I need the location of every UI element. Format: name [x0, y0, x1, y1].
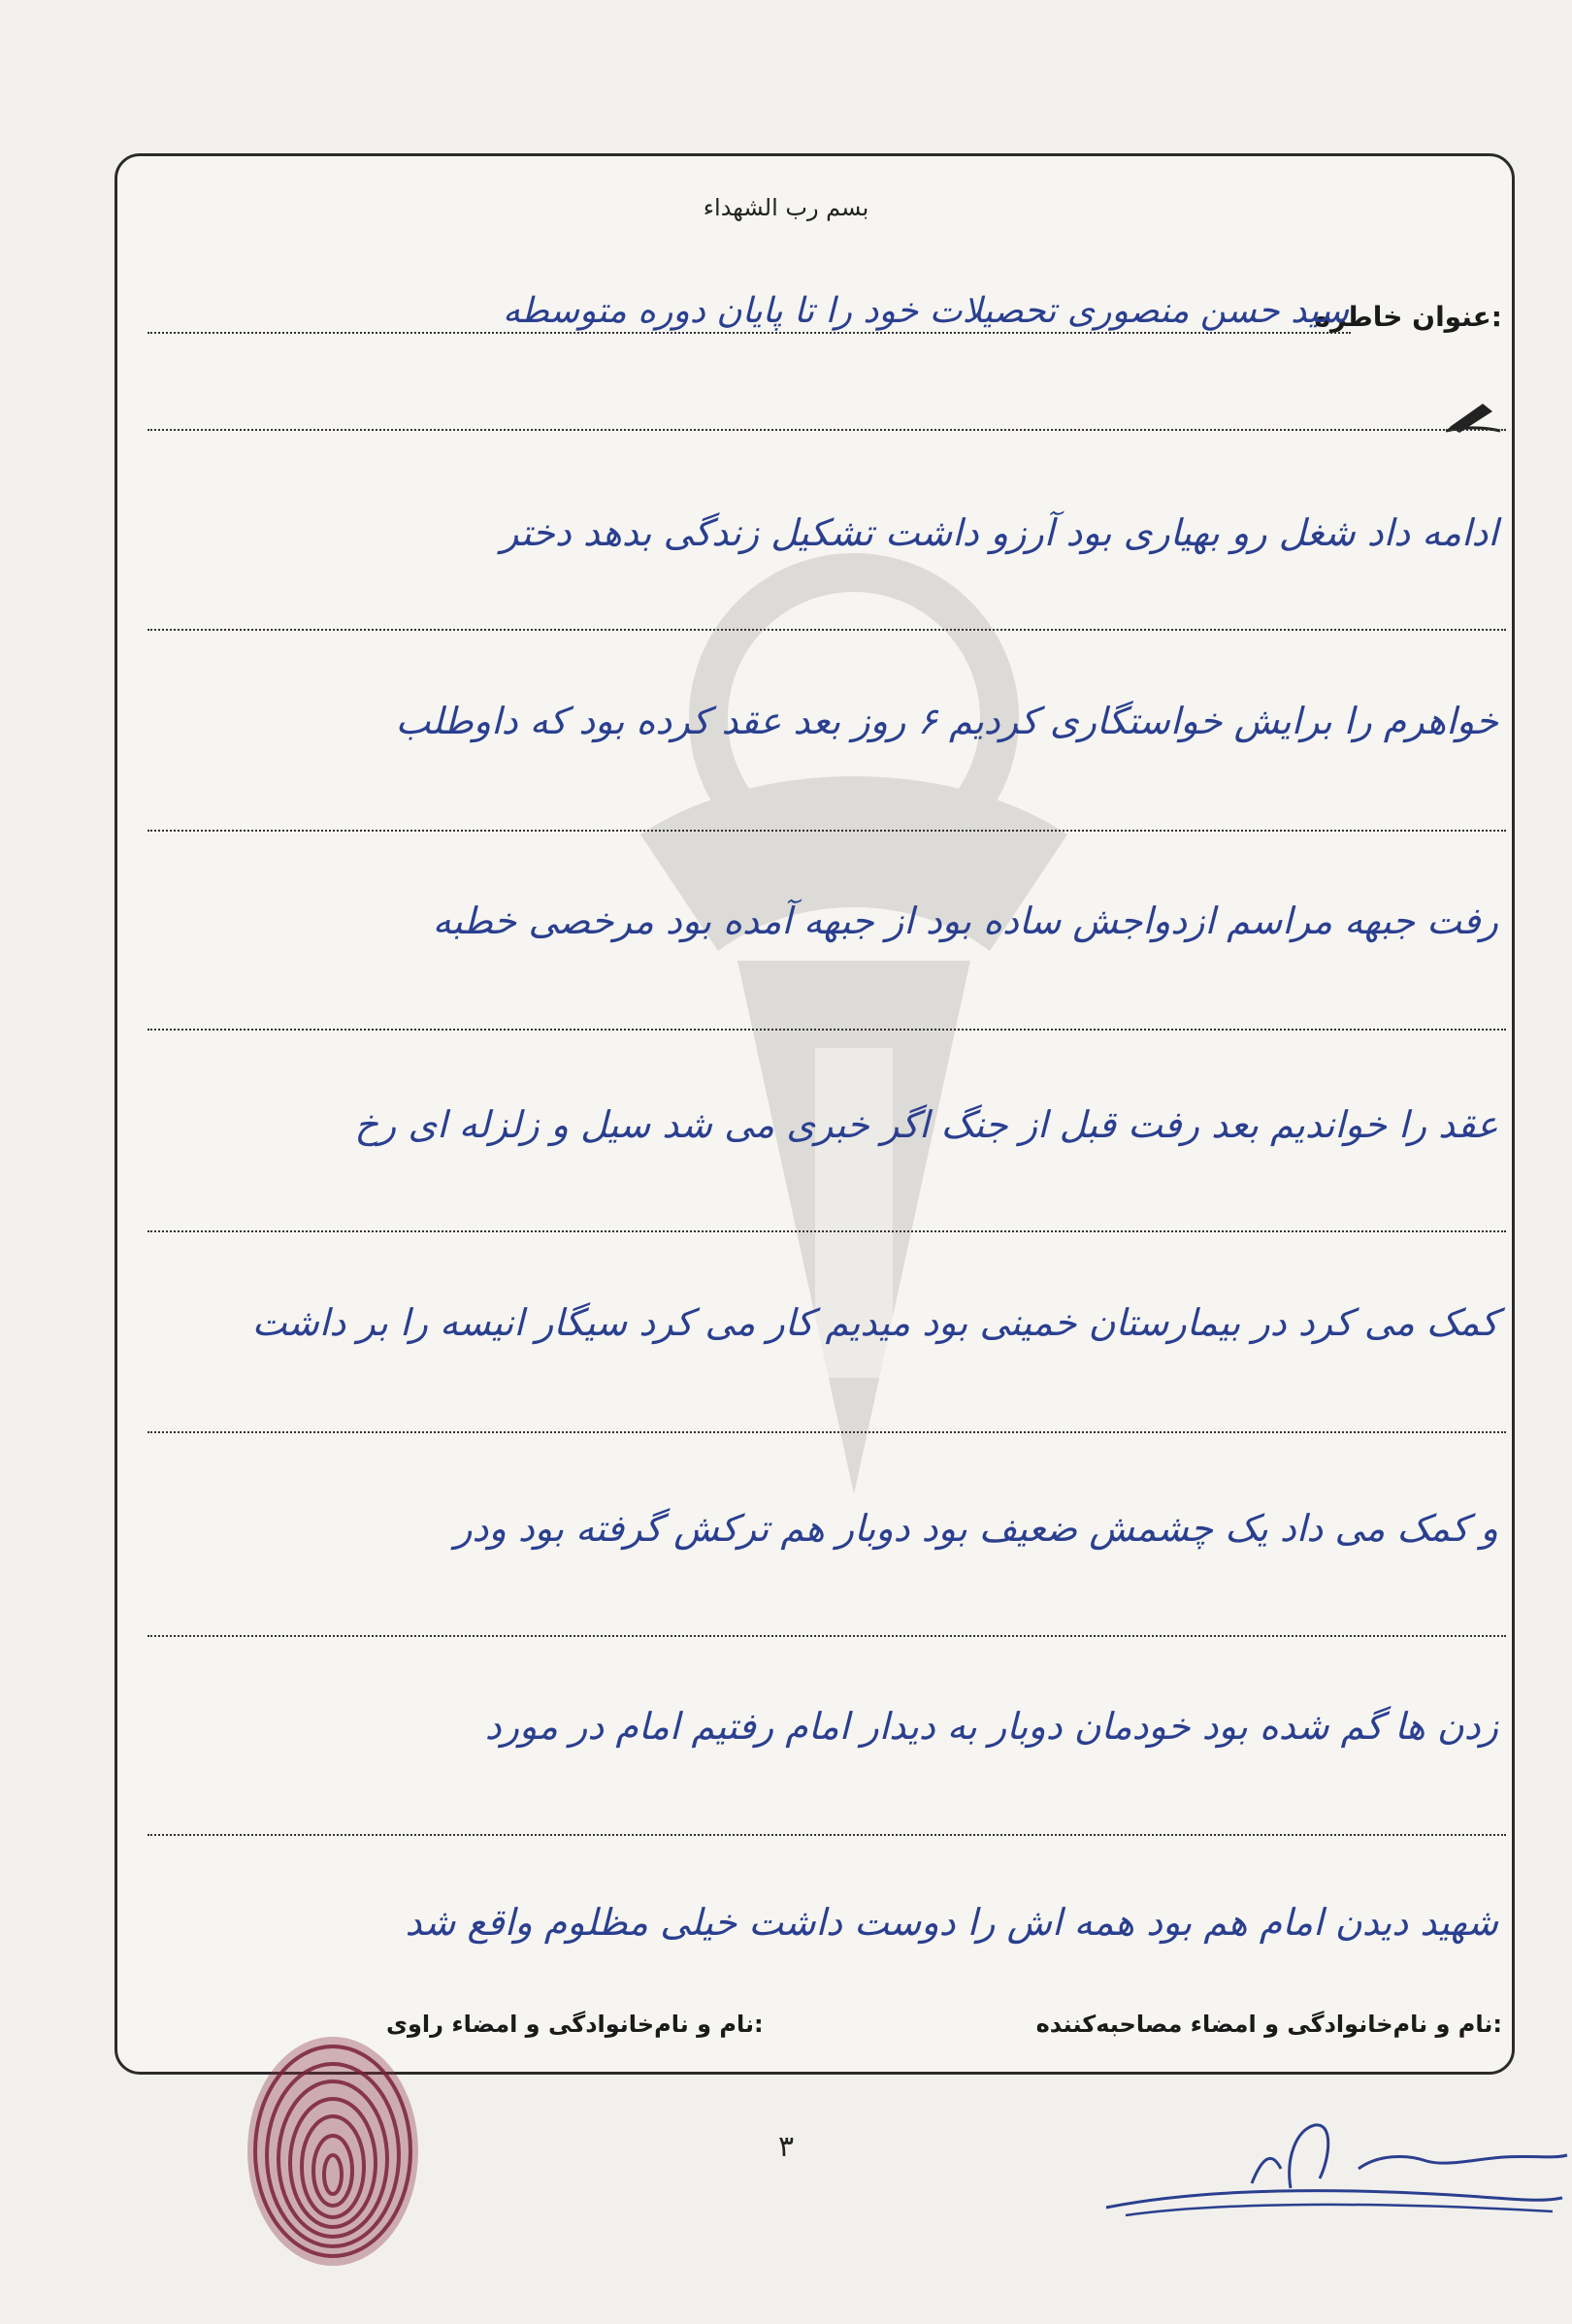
title-rule	[147, 332, 1351, 334]
rule-line	[147, 1230, 1506, 1232]
interviewer-signature-label: نام و نام‌خانوادگی و امضاء مصاحبه‌کننده:	[1035, 2011, 1502, 2038]
handwritten-line: و کمک می داد یک چشمش ضعیف بود دوبار هم ترکش گرفته بود ودر	[454, 1507, 1498, 1550]
rule-line	[147, 429, 1506, 431]
rule-line	[147, 830, 1506, 832]
fingerprint-stamp	[241, 2033, 425, 2271]
handwritten-line: شهید دیدن امام هم بود همه اش را دوست داشت خیلی مظلوم واقع شد	[405, 1901, 1498, 1944]
memory-title-label: عنوان خاطره:	[1314, 301, 1502, 333]
rule-line	[147, 629, 1506, 631]
handwritten-line: رفت جبهه مراسم ازدواجش ساده بود از جبهه آمده بود مرخصی خطبه	[432, 900, 1498, 942]
handwritten-line: کمک می کرد در بیمارستان خمینی بود میدیم کار می کرد سیگار انیسه را بر داشت	[251, 1301, 1498, 1344]
pen-icon	[1444, 398, 1502, 433]
rule-line	[147, 1635, 1506, 1637]
memory-title-text: سید حسن منصوری تحصیلات خود را تا پایان دوره متوسطه	[503, 291, 1349, 331]
page-number: ۳	[777, 2130, 795, 2164]
rule-line	[147, 1834, 1506, 1836]
rule-line	[147, 1029, 1506, 1031]
rule-line	[147, 1431, 1506, 1433]
emblem-watermark	[582, 543, 1126, 1533]
page-header: بسم رب الشهداء	[703, 194, 869, 221]
handwritten-line: عقد را خواندیم بعد رفت قبل از جنگ اگر خبری می شد سیل و زلزله ای رخ	[354, 1103, 1498, 1146]
handwritten-line: زدن ها گم شده بود خودمان دوبار به دیدار امام رفتیم امام در مورد	[484, 1705, 1498, 1748]
handwritten-line: ادامه داد شغل رو بهیاری بود آرزو داشت تشکیل زندگی بدهد دختر	[501, 511, 1498, 554]
signature	[1087, 2101, 1572, 2237]
narrator-signature-label: نام و نام‌خانوادگی و امضاء راوی:	[386, 2011, 764, 2038]
handwritten-line: خواهرم را برایش خواستگاری کردیم ۶ روز بعد عقد کرده بود که داوطلب	[395, 700, 1498, 742]
